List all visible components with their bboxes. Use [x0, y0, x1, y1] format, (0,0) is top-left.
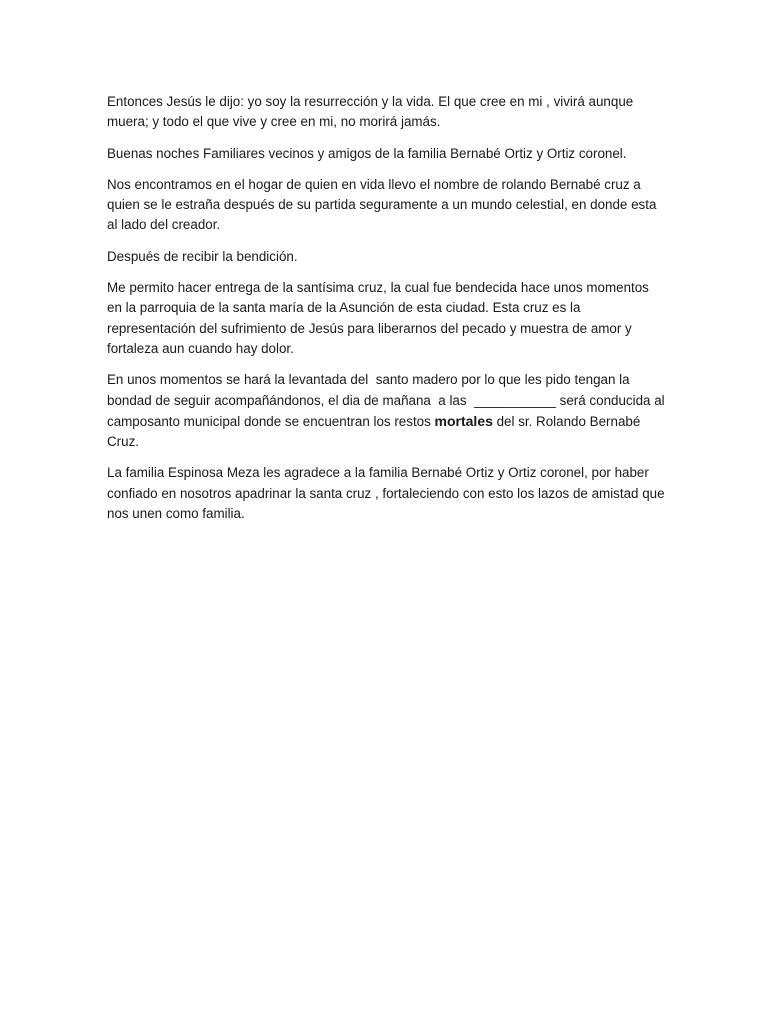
paragraph-5: Me permito hacer entrega de la santísima cruz, la cual fue bendecida hace unos momentos en la parroquia de la santa maría de la Asunción de esta ciudad. Esta cruz es la representación del sufrimiento de Jesús para liberarnos del pecado y muestra de amor y fortaleza aun cuando hay dolor.	[107, 280, 649, 356]
paragraph-4: Después de recibir la bendición.	[107, 248, 298, 264]
paragraph-3: Nos encontramos en el hogar de quien en vida llevo el nombre de rolando Bernabé cruz a quien se le estraña después de su partida seguramente a un mundo celestial, en donde esta al lado del creador.	[107, 176, 657, 233]
paragraph-7: La familia Espinosa Meza les agradece a la familia Bernabé Ortiz y Ortiz coronel, por haber confiado en nosotros apadrinar la santa cruz , fortaleciendo con esto los lazos de amistad que nos unen como familia.	[107, 465, 665, 522]
paragraph-6	[107, 370, 667, 452]
document-body	[107, 92, 667, 535]
paragraph-6-text-after: del sr. Rolando Bernabé Cruz.	[107, 413, 641, 450]
paragraph-2: Buenas noches Familiares vecinos y amigos de la familia Bernabé Ortiz y Ortiz coronel.	[107, 145, 627, 161]
paragraph-6-bold-word: mortales	[434, 412, 493, 429]
paragraph-6-text-before: En unos momentos se hará la levantada del santo madero por lo que les pido tengan la bondad de seguir acompañándonos, el dia de mañana a las ___________ será conducida al camposanto municipal donde se encuentran los restos	[107, 372, 669, 429]
paragraph-1: Entonces Jesús le dijo: yo soy la resurrección y la vida. El que cree en mi , vivirá aunque muera; y todo el que vive y cree en mi, no morirá jamás.	[107, 94, 634, 130]
